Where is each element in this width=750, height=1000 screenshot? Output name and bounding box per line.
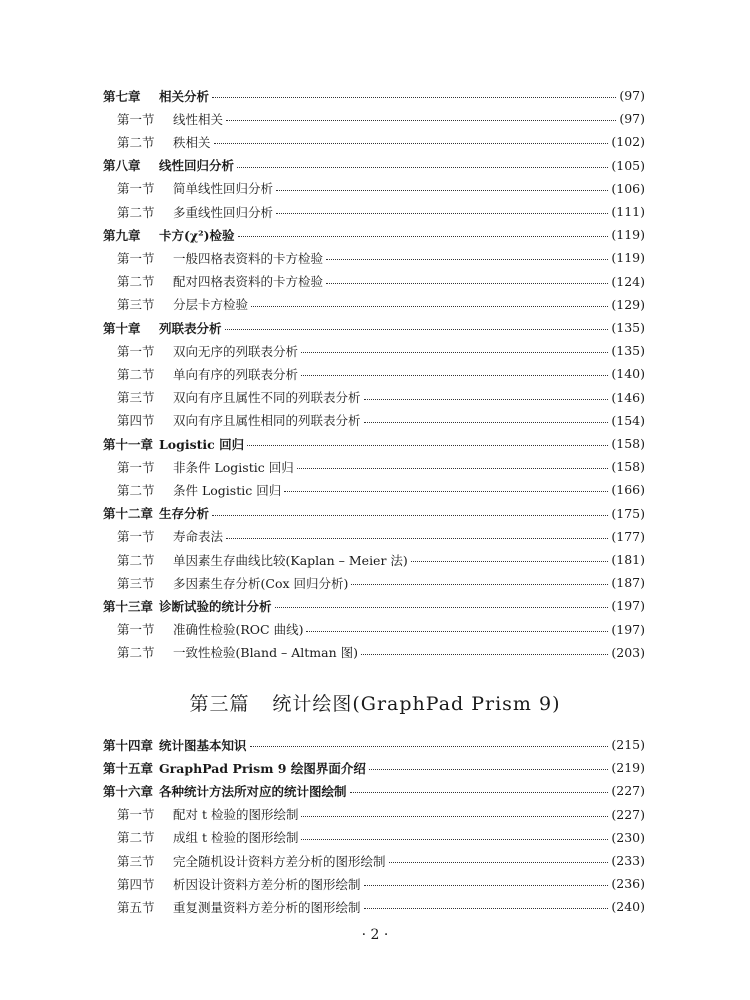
toc-entry-label [117, 551, 408, 569]
page-ref: (97) [619, 111, 645, 127]
toc-section-row [117, 455, 645, 478]
section-title: 双向无序的列联表分析 [173, 343, 299, 359]
part-subtitle: (GraphPad Prism 9) [352, 693, 561, 715]
toc-entry-label [103, 156, 234, 174]
dot-leader [247, 445, 608, 446]
toc-entry-label [117, 342, 298, 360]
dot-leader [226, 538, 608, 539]
dot-leader [364, 422, 609, 423]
toc-section-row [117, 548, 645, 571]
toc-chapter-row [103, 756, 645, 779]
page-ref: (240) [611, 899, 645, 915]
toc-entry-label [117, 643, 358, 661]
toc-entry-label [117, 828, 298, 846]
part-number: 第三篇 [189, 693, 250, 715]
dot-leader [301, 352, 608, 353]
chapter-number: 第十三章 [103, 598, 154, 614]
page-ref: (215) [611, 737, 645, 752]
chapter-title: 诊断试验的统计分析 [159, 598, 272, 614]
section-number: 第一节 [117, 343, 155, 359]
toc-entry-label [117, 898, 361, 916]
toc-entry-label [117, 203, 273, 221]
toc-section-row [117, 246, 645, 269]
dot-leader [364, 885, 609, 886]
toc-entry-label [117, 805, 298, 823]
dot-leader [226, 120, 616, 121]
toc-entry-label [117, 620, 303, 638]
section-title: 配对四格表资料的卡方检验 [173, 274, 324, 290]
chapter-title: 各种统计方法所对应的统计图绘制 [159, 783, 347, 799]
toc-chapter-row [103, 733, 645, 756]
part-title: 统计绘图 [272, 693, 353, 715]
page-ref: (219) [611, 760, 645, 776]
section-number: 第二节 [117, 274, 155, 290]
page-ref: (166) [611, 482, 645, 498]
section-title: 析因设计资料方差分析的图形绘制 [173, 876, 361, 892]
dot-leader [326, 259, 608, 260]
toc-entry-label [117, 852, 386, 870]
page-ref: (154) [611, 412, 645, 428]
toc-section-row [117, 641, 645, 664]
toc-chapter-row [103, 432, 645, 455]
page-ref: (187) [611, 575, 645, 591]
page-ref: (135) [611, 343, 645, 359]
toc-entry-label [117, 875, 361, 893]
toc-section-row [117, 270, 645, 293]
dot-leader [306, 631, 608, 632]
section-number: 第一节 [117, 250, 155, 266]
toc-entry-label [103, 435, 244, 453]
dot-leader [251, 306, 608, 307]
toc-entry-label [117, 295, 248, 313]
toc-section-row [117, 872, 645, 895]
toc-chapter-row [103, 594, 645, 617]
toc-entry-label [117, 133, 211, 151]
page-ref: (135) [611, 320, 645, 335]
section-number: 第四节 [117, 413, 155, 429]
page-ref: (97) [619, 88, 645, 103]
chapter-number: 第八章 [103, 158, 141, 174]
page-ref: (102) [611, 134, 645, 150]
section-number: 第一节 [117, 529, 155, 545]
dot-leader [411, 561, 609, 562]
toc-entry-label [103, 226, 235, 244]
toc-entry-label [117, 411, 361, 429]
section-number: 第二节 [117, 645, 155, 661]
dot-leader [276, 213, 608, 214]
section-title: 双向有序且属性相同的列联表分析 [173, 413, 361, 429]
toc-section-row [117, 200, 645, 223]
toc-chapter-row [103, 316, 645, 339]
section-title: 一般四格表资料的卡方检验 [173, 250, 324, 266]
section-title: 秩相关 [173, 134, 211, 150]
chapter-title: 线性回归分析 [159, 158, 235, 174]
part-heading [0, 689, 750, 716]
toc-entry-label [117, 249, 323, 267]
chapter-title: GraphPad Prism 9 绘图界面介绍 [159, 760, 366, 776]
section-title: 非条件 Logistic 回归 [173, 459, 294, 475]
section-title: 条件 Logistic 回归 [173, 482, 282, 498]
page-ref: (203) [611, 644, 645, 660]
section-title: 多因素生存分析(Cox 回归分析) [173, 575, 349, 591]
section-number: 第一节 [117, 622, 155, 638]
chapter-number: 第七章 [103, 88, 141, 104]
section-title: 多重线性回归分析 [173, 204, 274, 220]
dot-leader [284, 491, 608, 492]
dot-leader [237, 167, 608, 168]
toc-section-row [117, 803, 645, 826]
section-title: 成组 t 检验的图形绘制 [173, 830, 299, 846]
page-ref: (227) [611, 783, 645, 799]
dot-leader [238, 236, 609, 237]
toc-entry-label [117, 110, 223, 128]
dot-leader [275, 607, 609, 608]
toc-chapter-row [103, 223, 645, 246]
toc-section-row [117, 895, 645, 918]
section-number: 第二节 [117, 134, 155, 150]
toc-entry-label [117, 179, 273, 197]
toc-section-row [117, 849, 645, 872]
dot-leader [326, 283, 608, 284]
toc-section-row [117, 386, 645, 409]
toc-section-row [117, 618, 645, 641]
section-title: 完全随机设计资料方差分析的图形绘制 [173, 853, 386, 869]
toc-entry-label [103, 736, 247, 754]
chapter-number: 第九章 [103, 227, 141, 243]
section-title: 简单线性回归分析 [173, 181, 274, 197]
chapter-title: 卡方(χ²)检验 [159, 227, 235, 243]
chapter-title: 生存分析 [159, 506, 210, 522]
toc-chapter-row [103, 502, 645, 525]
chapter-number: 第十四章 [103, 737, 154, 753]
toc-section-row [117, 177, 645, 200]
section-number: 第三节 [117, 575, 155, 591]
page-ref: (106) [611, 180, 645, 196]
section-number: 第一节 [117, 459, 155, 475]
dot-leader [297, 468, 609, 469]
chapter-title: 相关分析 [159, 88, 210, 104]
section-number: 第二节 [117, 830, 155, 846]
page-ref: (175) [611, 505, 645, 521]
page-ref: (197) [611, 621, 645, 637]
section-number: 第二节 [117, 552, 155, 568]
section-number: 第四节 [117, 876, 155, 892]
toc-section-row [117, 107, 645, 130]
page-ref: (233) [611, 853, 645, 868]
page-ref: (197) [611, 598, 645, 614]
page-ref: (158) [611, 436, 645, 451]
section-title: 配对 t 检验的图形绘制 [173, 807, 299, 823]
page-ref: (230) [611, 829, 645, 845]
section-title: 分层卡方检验 [173, 297, 249, 313]
toc-section-row [117, 409, 645, 432]
toc-entry-label [117, 365, 298, 383]
section-title: 一致性检验(Bland – Altman 图) [173, 645, 359, 661]
toc-entry-label [103, 87, 209, 105]
section-number: 第一节 [117, 807, 155, 823]
toc-chapter-row [103, 84, 645, 107]
toc-section-row [117, 478, 645, 501]
dot-leader [250, 746, 609, 747]
toc-entry-label [103, 504, 209, 522]
dot-leader [301, 816, 608, 817]
page-ref: (158) [611, 459, 645, 475]
toc-section-row [117, 826, 645, 849]
page-ref: (146) [611, 389, 645, 405]
dot-leader [369, 769, 609, 770]
dot-leader [212, 97, 616, 98]
toc-entry-label [117, 481, 281, 499]
section-number: 第三节 [117, 297, 155, 313]
toc-entry-label [103, 597, 272, 615]
dot-leader [364, 908, 609, 909]
section-number: 第三节 [117, 390, 155, 406]
toc-entry-label [117, 574, 348, 592]
toc-entry-label [117, 272, 323, 290]
toc-chapter-row [103, 154, 645, 177]
toc-section-row [117, 525, 645, 548]
dot-leader [276, 190, 608, 191]
section-title: 单向有序的列联表分析 [173, 366, 299, 382]
toc-entry-label [103, 782, 347, 800]
dot-leader [225, 329, 609, 330]
dot-leader [214, 143, 609, 144]
dot-leader [351, 584, 608, 585]
page-ref: (119) [611, 250, 645, 266]
dot-leader [301, 375, 608, 376]
page-ref: (124) [611, 273, 645, 289]
dot-leader [301, 839, 608, 840]
toc-chapter-row [103, 779, 645, 802]
chapter-number: 第十二章 [103, 506, 154, 522]
toc-section-row [117, 293, 645, 316]
dot-leader [212, 515, 608, 516]
chapter-title: 列联表分析 [159, 320, 222, 336]
toc-section-row [117, 339, 645, 362]
page-ref: (181) [611, 552, 645, 567]
section-number: 第三节 [117, 853, 155, 869]
page-ref: (105) [611, 157, 645, 173]
dot-leader [389, 862, 609, 863]
chapter-title: Logistic 回归 [159, 436, 245, 452]
toc-section-row [117, 571, 645, 594]
section-title: 寿命表法 [173, 529, 224, 545]
page-ref: (177) [611, 528, 645, 544]
dot-leader [364, 399, 609, 400]
section-title: 准确性检验(ROC 曲线) [173, 622, 304, 638]
chapter-number: 第十六章 [103, 783, 154, 799]
section-title: 双向有序且属性不同的列联表分析 [173, 390, 361, 406]
page-ref: (119) [611, 227, 645, 243]
chapter-number: 第十章 [103, 320, 141, 336]
page-ref: (111) [611, 204, 645, 219]
chapter-number: 第十一章 [103, 436, 154, 452]
dot-leader [350, 792, 609, 793]
chapter-title: 统计图基本知识 [159, 737, 247, 753]
section-title: 重复测量资料方差分析的图形绘制 [173, 899, 361, 915]
section-number: 第五节 [117, 899, 155, 915]
toc-entry-label [117, 458, 294, 476]
toc-entry-label [117, 388, 361, 406]
page-ref: (236) [611, 876, 645, 892]
toc-section-row [117, 362, 645, 385]
section-number: 第二节 [117, 204, 155, 220]
dot-leader [361, 654, 608, 655]
section-number: 第一节 [117, 111, 155, 127]
section-number: 第一节 [117, 181, 155, 197]
toc-entry-label [103, 759, 366, 777]
page-ref: (227) [611, 806, 645, 822]
page-ref: (129) [611, 296, 645, 312]
chapter-number: 第十五章 [103, 760, 154, 776]
section-title: 单因素生存曲线比较(Kaplan – Meier 法) [173, 552, 408, 568]
toc-section-row [117, 130, 645, 153]
page-number: · 2 · [361, 927, 389, 943]
section-number: 第二节 [117, 482, 155, 498]
section-title: 线性相关 [173, 111, 224, 127]
toc-entry-label [117, 527, 223, 545]
page-ref: (140) [611, 366, 645, 382]
section-number: 第二节 [117, 366, 155, 382]
toc-entry-label [103, 319, 222, 337]
